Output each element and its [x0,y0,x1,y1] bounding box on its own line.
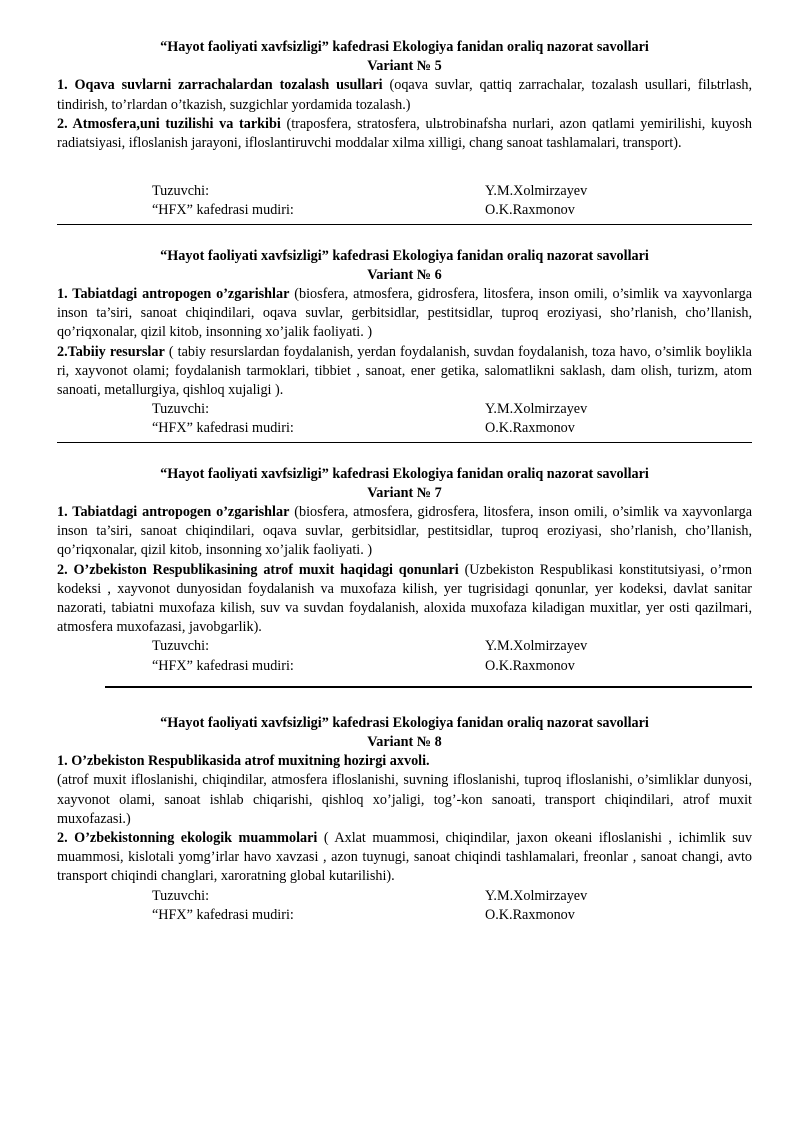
variant-heading: Variant № 7 [367,484,442,501]
head-name: O.K.Raxmonov [485,420,575,437]
head-row [57,201,752,220]
variant-heading: Variant № 5 [367,58,442,75]
variant-section [57,38,752,225]
variant-heading: Variant № 8 [367,734,442,750]
separator-line [57,442,752,443]
question-2 [57,829,752,887]
compiler-row [57,400,752,419]
compiler-label: Tuzuvchi: [152,638,210,655]
compiler-name: Y.M.Xolmirzayev [485,887,588,904]
variant-section [57,247,752,443]
compiler-label: Tuzuvchi: [152,183,210,200]
compiler-row [57,887,752,906]
question-2 [57,115,752,153]
question-heading: 1. O’zbekiston Respublikasida atrof muxitning hozirgi axvoli. [57,753,430,770]
question-heading: 1. Tabiatdagi antropogen o’zgarishlar [57,504,290,520]
compiler-label: Tuzuvchi: [152,887,210,904]
question-heading: 2. Atmosfera,uni tuzilishi va tarkibi [57,115,281,132]
question-heading: 2.Tabiiy resurslar [57,343,165,360]
section-title: “Hayot faoliyati xavfsizligi” kafedrasi Ekologiya fanidan oraliq nazorat savollari [160,39,649,55]
document-page [57,38,752,925]
head-row [57,419,752,438]
variant-heading: Variant № 6 [367,266,442,283]
question-heading: 1. Oqava suvlarni zarrachalardan tozalash usullari [57,77,383,94]
head-row [57,657,752,676]
question-body: (Uzbekiston Respublikasi konstitutsiyasi, o’rmon kodeksi , xayvonot dunyosidan foydalanish va muxofaza kilish, yer tugrisidagi qonunlar, yer kodeksi, davlat sanitar nazorati, tabiatni muxofaza kilish, suv va suvdan foydalanish, aloxida muxofaza kiladigan muxitlar, yer osti qazilmari, atmosfera muxofazasi, javobgarlik). [57,561,752,636]
compiler-row [57,182,752,201]
head-name: O.K.Raxmonov [485,657,575,674]
question-1 [57,76,752,114]
question-heading: 2. O’zbekistonning ekologik muammolari [57,830,318,847]
variant-section [57,714,752,925]
section-title: “Hayot faoliyati xavfsizligi” kafedrasi Ekologiya fanidan oraliq nazorat savollari [160,714,649,731]
compiler-row [57,637,752,656]
question-body: (atrof muxit ifloslanishi, chiqindilar, atmosfera ifloslanishi, suvning ifloslanishi, tuproq ifloslanishi, o’simliklar dunyosi, xayvonot olami, sanoat ishlab chiqarishi, qishloq xo’jaligi, tog’-kon sanoati, transport chiqindilari, atrof muxit muxofazasi.) [57,772,752,827]
question-body: ( Axlat muammosi, chiqindilar, jaxon okeani ifloslanishi , ichimlik suv muammosi, kislotali yomg’irlar havo xavzasi , azon tuynugi, sanoat chiqindi tashlamalari, freonlar , sanoat changi, avto transport chiqindi changlari, xaroratning global kutarilishi). [57,830,752,885]
separator-line [105,686,752,688]
question-body: (biosfera, atmosfera, gidrosfera, litosfera, inson omili, o’simlik va xayvonlarga inson ta’siri, sanoat chiqindilari, oqava suvlar, gerbitsidlar, pestitsidlar, tuproq eroziyasi, sho’rlanish, cho’llanish, qo’riqxonalar, qizil kitob, insonning xo’jalik faoliyati. ) [57,504,752,559]
question-body: (oqava suvlar, qattiq zarrachalar, tozalash usullari, filьtrlash, tindirish, to’rlardan o’tkazish, suzgichlar yordamida tozalash.) [57,77,752,113]
separator-line [57,224,752,225]
question-1 [57,285,752,343]
question-2 [57,343,752,401]
compiler-name: Y.M.Xolmirzayev [485,183,588,200]
question-body: ( tabiy resurslardan foydalanish, yerdan foydalanish, suvdan foydalanish, toza havo, o’simlik boylikla ri, xayvonot olami; foydalanish tarmoklari, tibbiet , sanoat, ener getika, salomatlikni saklash, dam olish, turizm, atom sanoati, metallurgiya, qishloq xujaligi ). [57,343,752,399]
question-1 [57,503,752,561]
question-body: (biosfera, atmosfera, gidrosfera, litosfera, inson omili, o’simlik va xayvonlarga inson ta’siri, sanoat chiqindilari, oqava suvlar, gerbitsidlar, pestitsidlar, tuproq eroziyasi, sho’rlanish, cho’llanish, qo’riqxonalar, qizil kitob, insonning xo’jalik faoliyati. ) [57,286,752,341]
head-row [57,906,752,925]
question-2 [57,561,752,638]
compiler-name: Y.M.Xolmirzayev [485,401,588,418]
question-heading: 1. Tabiatdagi antropogen o’zgarishlar [57,286,290,302]
compiler-name: Y.M.Xolmirzayev [485,638,588,655]
head-label: “HFX” kafedrasi mudiri: [152,657,294,674]
head-label: “HFX” kafedrasi mudiri: [152,420,294,437]
section-title: “Hayot faoliyati xavfsizligi” kafedrasi Ekologiya fanidan oraliq nazorat savollari [160,465,649,482]
question-body: (traposfera, stratosfera, ulьtrobinafsha nurlari, azon qatlami yemirilishi, kuyosh radiatsiyasi, ifloslanish jarayoni, ifloslantiruvchi moddalar xilma xilligi, chang sanoat tashlamalari, transport). [57,115,752,152]
section-title: “Hayot faoliyati xavfsizligi” kafedrasi Ekologiya fanidan oraliq nazorat savollari [160,247,649,264]
head-label: “HFX” kafedrasi mudiri: [152,202,294,219]
question-heading: 2. O’zbekiston Respublikasining atrof muxit haqidagi qonunlari [57,561,459,578]
question-1 [57,752,752,829]
variant-section [57,465,752,688]
head-name: O.K.Raxmonov [485,906,575,923]
head-label: “HFX” kafedrasi mudiri: [152,906,294,923]
compiler-label: Tuzuvchi: [152,401,210,418]
head-name: O.K.Raxmonov [485,202,575,219]
